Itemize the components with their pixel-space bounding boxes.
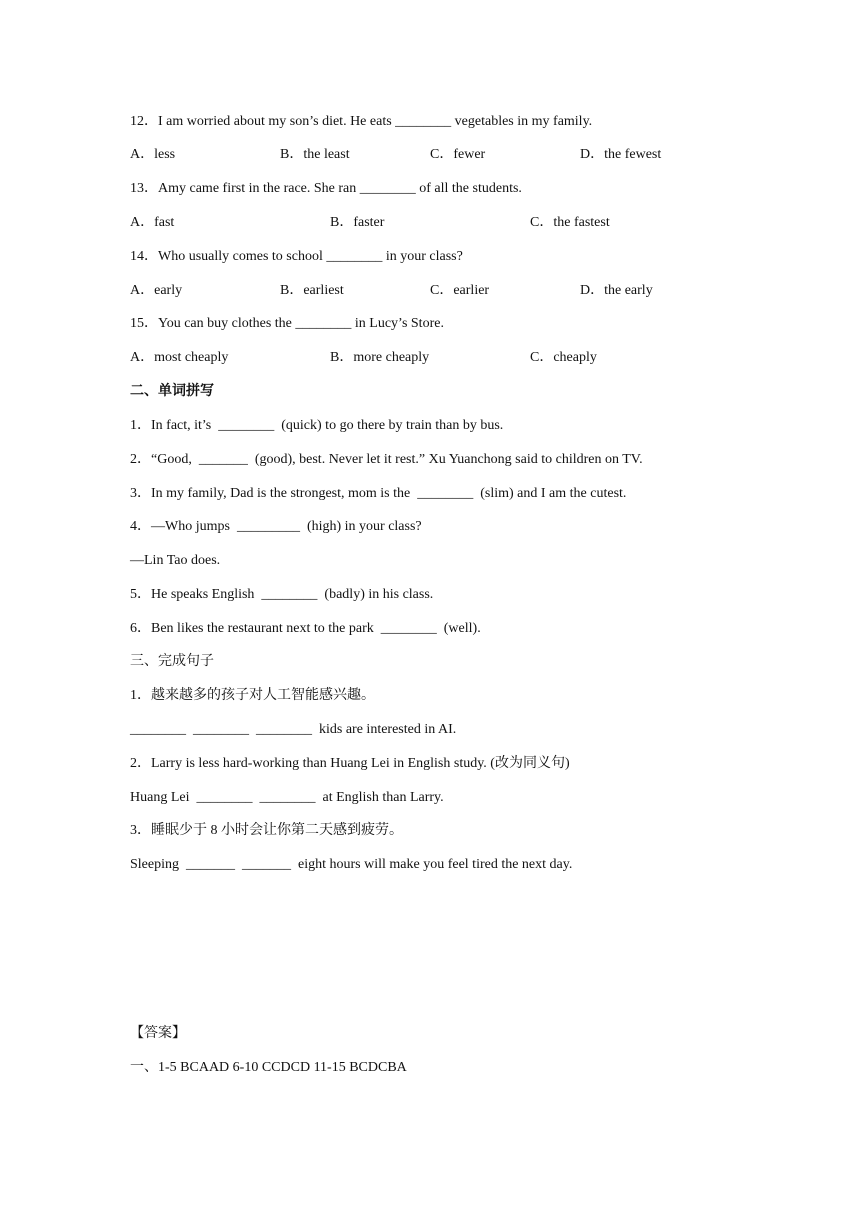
question-14-option-d: D．the early xyxy=(580,283,653,298)
question-12-option-d: D．the fewest xyxy=(580,147,662,162)
question-15-stem: 15．You can buy clothes the ________ in Lucy’s Store. xyxy=(130,316,444,331)
question-15-option-b: B．more cheaply xyxy=(330,350,430,365)
sentence-item-3-prompt: 3．睡眠少于 8 小时会让你第二天感到疲劳。 xyxy=(130,823,403,838)
sentence-item-2-blank-line: Huang Lei ________ ________ at English than Larry. xyxy=(130,790,444,805)
question-12-option-c: C．fewer xyxy=(430,147,486,162)
sentence-item-2-prompt: 2．Larry is less hard-working than Huang Lei in English study. (改为同义句) xyxy=(130,756,570,771)
spelling-item-6: 6．Ben likes the restaurant next to the park ________ (well). xyxy=(130,621,481,636)
question-15-option-c: C．cheaply xyxy=(530,350,597,365)
question-12-option-b: B．the least xyxy=(280,147,350,162)
spelling-item-2: 2．“Good, _______ (good), best. Never let it rest.” Xu Yuanchong said to children on TV. xyxy=(130,452,643,467)
answers-line-1: 一、1-5 BCAAD 6-10 CCDCD 11-15 BCDCBA xyxy=(130,1060,407,1075)
sentence-item-1-prompt: 1．越来越多的孩子对人工智能感兴趣。 xyxy=(130,688,375,703)
question-15-option-a: A．most cheaply xyxy=(130,350,229,365)
question-13-option-b: B．faster xyxy=(330,215,385,230)
question-12-stem: 12．I am worried about my son’s diet. He eats ________ vegetables in my family. xyxy=(130,114,593,129)
spelling-item-3: 3．In my family, Dad is the strongest, mom is the ________ (slim) and I am the cutest. xyxy=(130,486,627,501)
section-2-heading: 二、单词拼写 xyxy=(130,384,214,399)
question-12-option-a: A．less xyxy=(130,147,176,162)
spelling-item-5: 5．He speaks English ________ (badly) in his class. xyxy=(130,587,434,602)
spelling-item-4-reply: —Lin Tao does. xyxy=(130,553,221,568)
sentence-item-1-blank-line: ________ ________ ________ kids are interested in AI. xyxy=(130,722,457,737)
question-14-stem: 14．Who usually comes to school ________ in your class? xyxy=(130,249,463,264)
spelling-item-1: 1．In fact, it’s ________ (quick) to go there by train than by bus. xyxy=(130,418,504,433)
question-13-stem: 13．Amy came first in the race. She ran ________ of all the students. xyxy=(130,181,522,196)
question-13-option-c: C．the fastest xyxy=(530,215,610,230)
sentence-item-3-blank-line: Sleeping _______ _______ eight hours will make you feel tired the next day. xyxy=(130,857,573,872)
question-13-option-a: A．fast xyxy=(130,215,175,230)
question-14-option-a: A．early xyxy=(130,283,183,298)
answers-heading: 【答案】 xyxy=(130,1026,186,1041)
question-14-option-c: C．earlier xyxy=(430,283,490,298)
question-14-option-b: B．earliest xyxy=(280,283,344,298)
section-3-heading: 三、完成句子 xyxy=(130,654,214,669)
spelling-item-4: 4．—Who jumps _________ (high) in your class? xyxy=(130,519,422,534)
